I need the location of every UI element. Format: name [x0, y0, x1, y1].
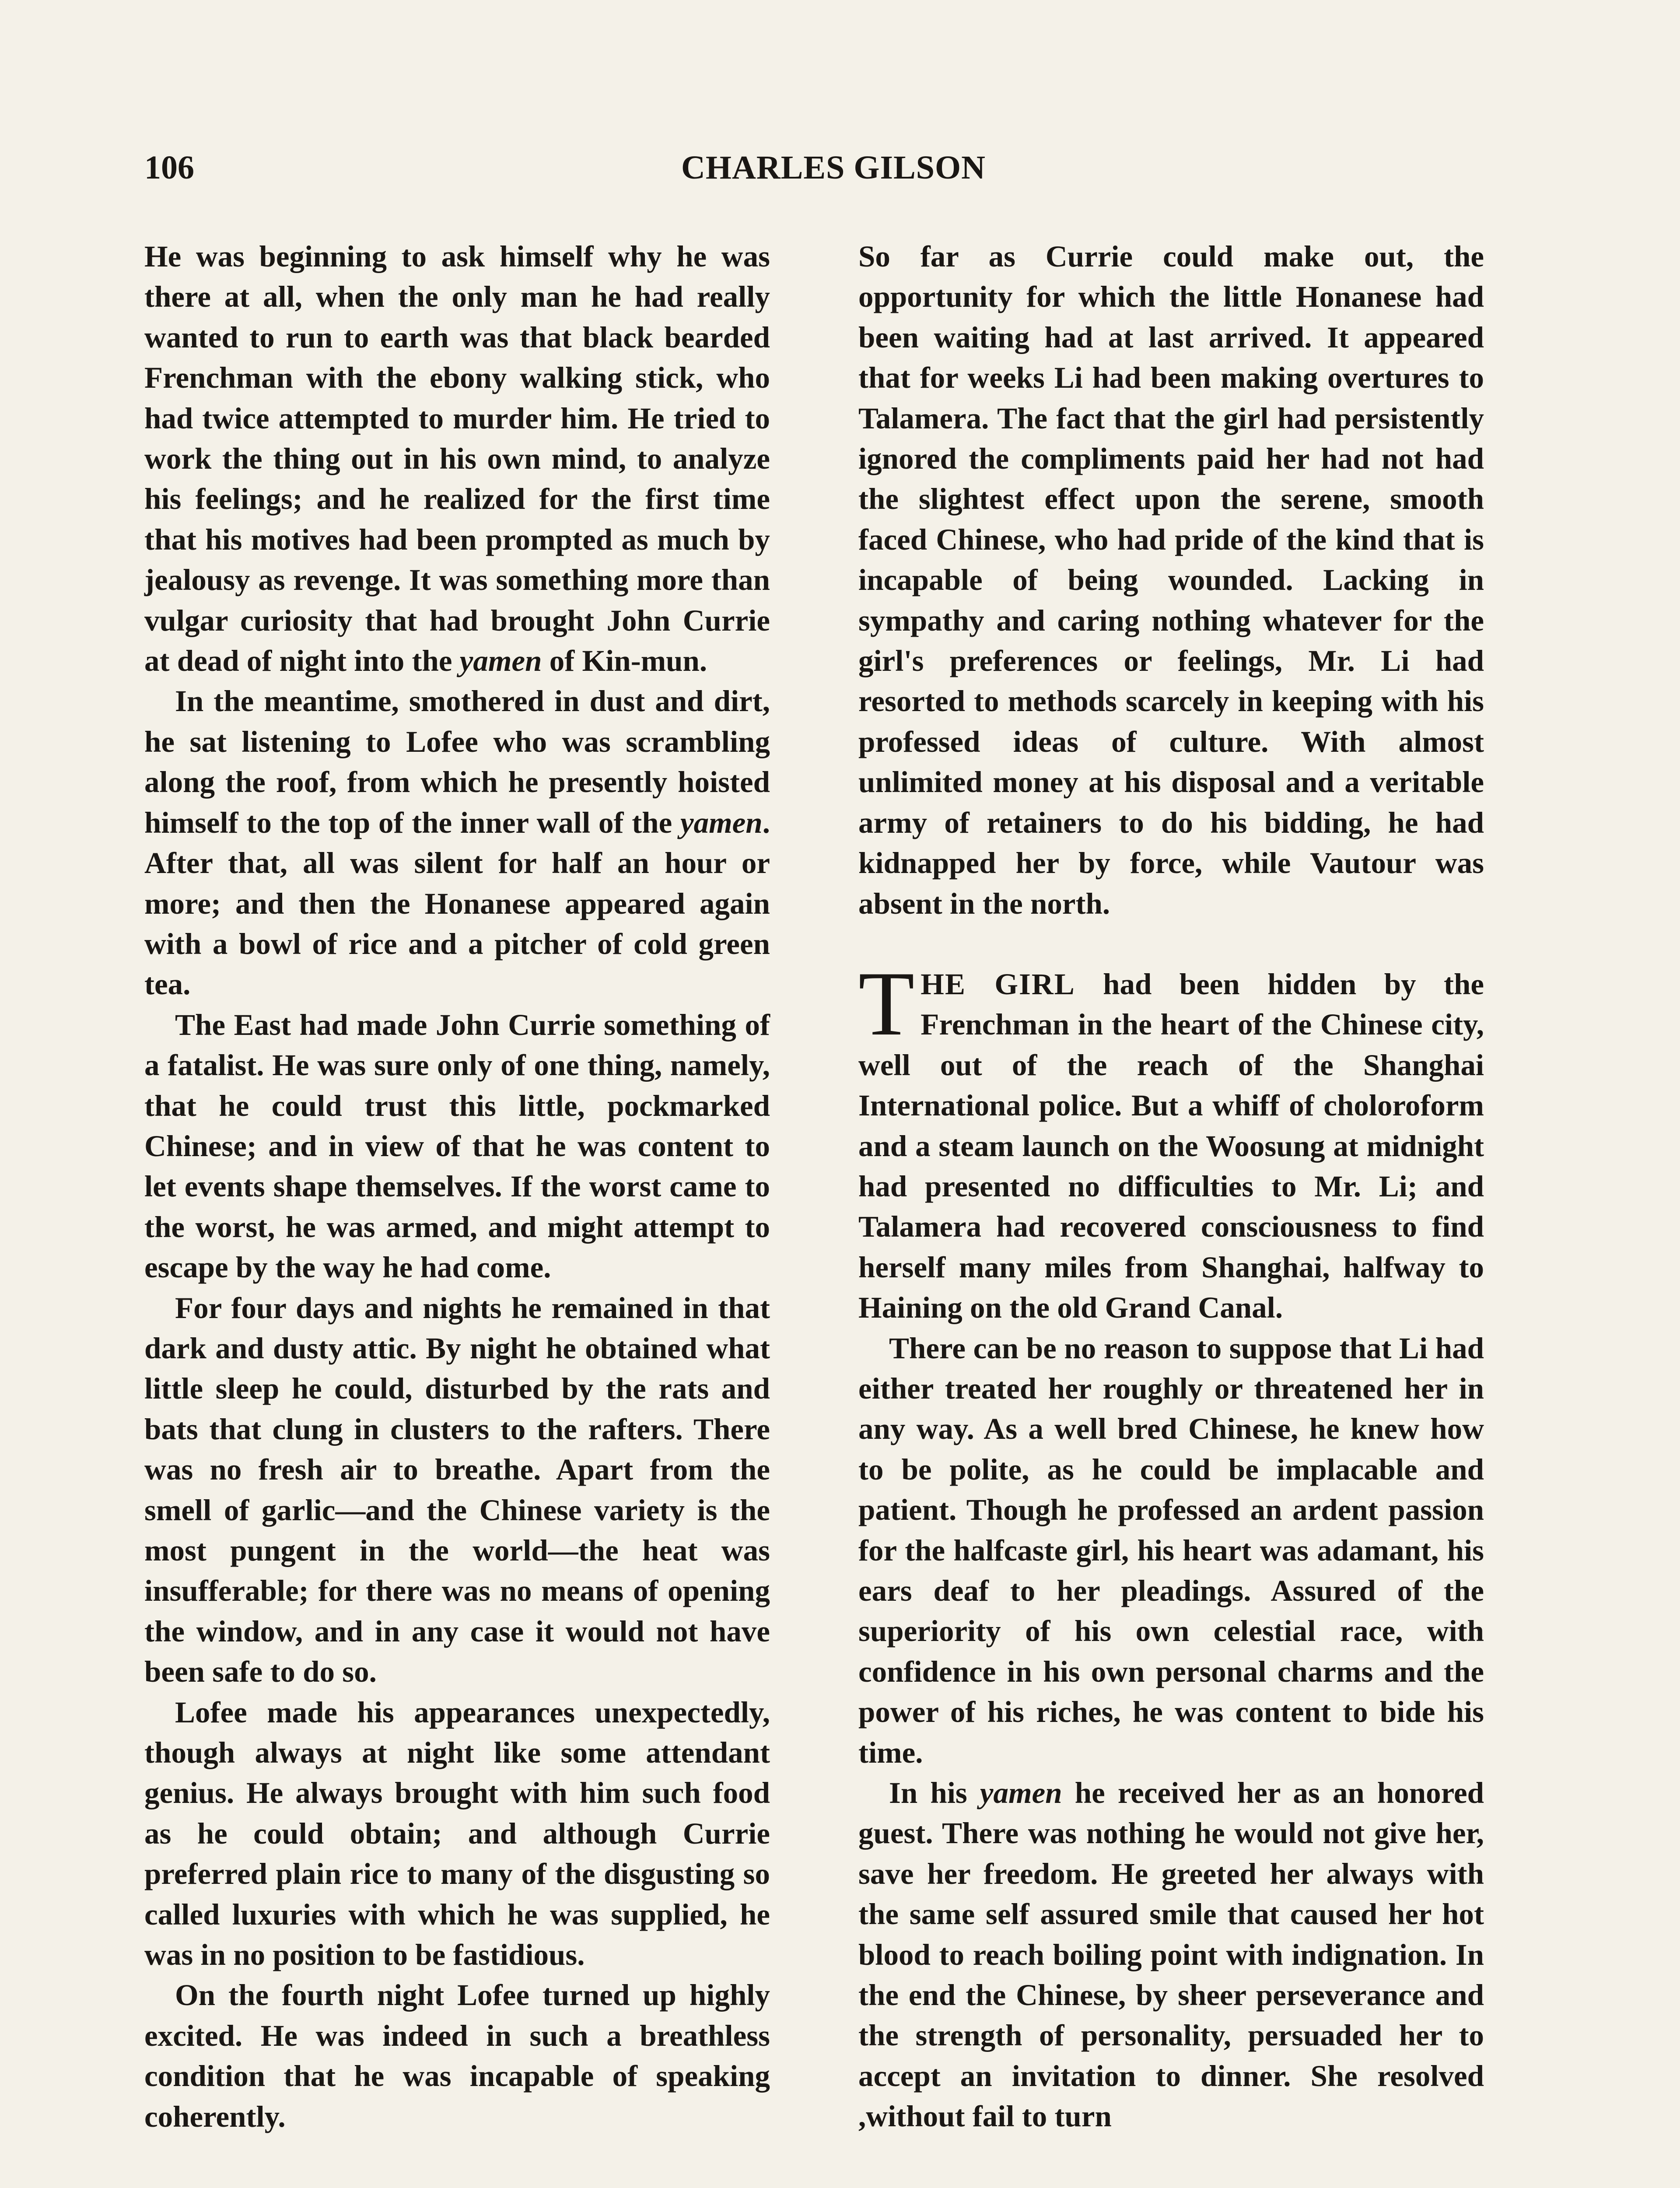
right-column [858, 236, 1484, 2137]
paragraph: The East had made John Currie something of a fatalist. He was sure only of one thing, namely, that he could trust this little, pockmarked Chinese; and in view of that he was content to let events shape themselves. If the worst came to the worst, he was armed, and might attempt to escape by the way he had come. [144, 1008, 770, 1284]
drop-cap: T [858, 953, 915, 1055]
paragraph: There can be no reason to suppose that Li had either treated her roughly or threatened her in any way. As a well bred Chinese, he knew how to be polite, as he could be implacable and patient. Though he professed an ardent passion for the halfcaste girl, his heart was adamant, his ears deaf to her pleadings. Assured of the superiority of his own celestial race, with confidence in his own personal charms and the power of his riches, he was content to bide his time. [858, 1331, 1484, 1769]
section-start-paragraph: THE GIRL had been hidden by the Frenchman in the heart of the Chinese city, well out of the reach of the Shanghai International police. But a whiff of choloroform and a steam launch on the Woosung at midnight had presented no difficulties to Mr. Li; and Talamera had recovered consciousness to find herself many miles from Shanghai, halfway to Haining on the old Grand Canal. [858, 953, 1484, 1325]
italic-word: yamen [980, 1776, 1062, 1810]
left-column [144, 236, 770, 2137]
paragraph: He was beginning to ask himself why he was there at all, when the only man he had really wanted to run to earth was that black bearded Frenchman with the ebony walking stick, who had twice attempted to murder him. He tried to work the thing out in his own mind, to analyze his feelings; and he realized for the first time that his motives had been prompted as much by jealousy as revenge. It was something more than vulgar curiosity that had brought John Currie at dead of night into the yamen of Kin-mun. [144, 240, 770, 678]
paragraph: On the fourth night Lofee turned up highly excited. He was indeed in such a breathless condition that he was incapable of speaking coherently. [144, 1978, 770, 2133]
paragraph: In his yamen he received her as an honored guest. There was nothing he would not give her, save her freedom. He greeted her always with the same self assured smile that caused her hot blood to reach boiling point with indignation. In the end the Chinese, by sheer perseverance and the strength of personality, persuaded her to accept an invitation to dinner. She resolved ,without fail to turn [858, 1776, 1484, 2133]
paragraph: Lofee made his appearances unexpectedly, though always at night like some attendant genius. He always brought with him such food as he could obtain; and although Currie preferred plain rice to many of the disgusting so called luxuries with which he was supplied, he was in no position to be fastidious. [144, 1695, 770, 1972]
italic-word: yamen [459, 644, 542, 678]
small-caps-lead: HE GIRL [920, 967, 1075, 1001]
page-header [144, 149, 1522, 201]
paragraph: In the meantime, smothered in dust and dirt, he sat listening to Lofee who was scrambling along the roof, from which he presently hoisted himself to the top of the inner wall of the yamen. After that, all was silent for half an hour or more; and then the Honanese appeared again with a bowl of rice and a pitcher of cold green tea. [144, 684, 770, 1001]
paragraph: For four days and nights he remained in that dark and dusty attic. By night he obtained what little sleep he could, disturbed by the rats and bats that clung in clusters to the rafters. There was no fresh air to breathe. Apart from the smell of garlic—and the Chinese variety is the most pungent in the world—the heat was insufferable; for there was no means of opening the window, and in any case it would not have been safe to do so. [144, 1291, 770, 1689]
paragraph: So far as Currie could make out, the opportunity for which the little Honanese had been waiting had at last arrived. It appeared that for weeks Li had been making overtures to Talamera. The fact that the girl had persistently ignored the compliments paid her had not had the slightest effect upon the serene, smooth faced Chinese, who had pride of the kind that is incapable of being wounded. Lacking in sympathy and caring nothing whatever for the girl's preferences or feelings, Mr. Li had resorted to methods scarcely in keeping with his professed ideas of culture. With almost unlimited money at his disposal and a veritable army of retainers to do his bidding, he had kidnapped her by force, while Vautour was absent in the north. [858, 240, 1484, 920]
running-head: CHARLES GILSON [681, 149, 986, 186]
italic-word: yamen [680, 806, 763, 839]
page-number: 106 [144, 149, 194, 186]
